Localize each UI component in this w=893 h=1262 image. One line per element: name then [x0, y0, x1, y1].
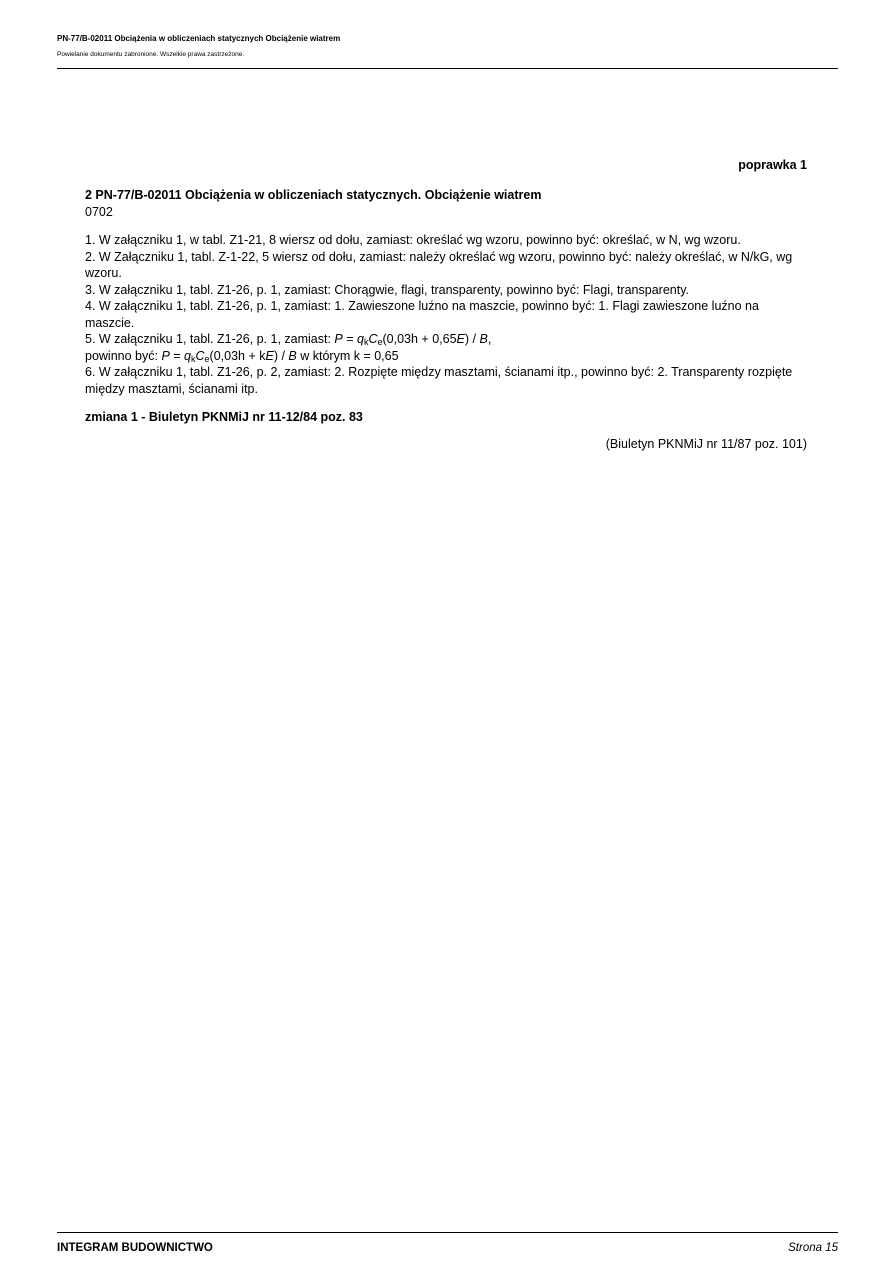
- standard-code: 0702: [85, 204, 113, 219]
- item-2: 2. W Załączniku 1, tabl. Z-1-22, 5 wiersz od dołu, zamiast: należy określać wg wzoru, powinno być: należy określać, w N/kG, wg wzoru.: [85, 249, 793, 280]
- header-title: PN-77/B-02011 Obciążenia w obliczeniach statycznych Obciążenie wiatrem: [57, 34, 341, 43]
- item-1: 1. W załączniku 1, w tabl. Z1-21, 8 wiersz od dołu, zamiast: określać wg wzoru, powinno być: określać, w N, wg wzoru.: [85, 233, 741, 247]
- header-notice: Powielanie dokumentu zabronione. Wszelkie prawa zastrzeżone.: [57, 51, 245, 58]
- correction-label: poprawka 1: [738, 158, 807, 172]
- footer-page-number: Strona 15: [788, 1242, 838, 1254]
- formula-corrected: $P = q_kC_e(0,03h + kE) / B$: [161, 348, 297, 364]
- formula-original: $P = q_kC_e(0,03h + 0,65E) / B$,: [334, 332, 492, 347]
- document-body: [85, 187, 807, 452]
- source-reference: (Biuletyn PKNMiJ nr 11/87 poz. 101): [605, 436, 807, 451]
- footer-publisher: INTEGRAM BUDOWNICTWO: [57, 1242, 213, 1254]
- item-4: 4. W załączniku 1, tabl. Z1-26, p. 1, zamiast: 1. Zawieszone luźno na maszcie, powinno być: 1. Flagi zawieszone luźno na maszcie.: [85, 299, 759, 330]
- item-5: [85, 331, 807, 364]
- change-reference: zmiana 1 - Biuletyn PKNMiJ nr 11-12/84 poz. 83: [85, 410, 363, 424]
- standard-title: 2 PN-77/B-02011 Obciążenia w obliczeniach statycznych. Obciążenie wiatrem: [85, 188, 542, 202]
- page-footer: [57, 1232, 838, 1254]
- item-5-prefix: 5. W załączniku 1, tabl. Z1-26, p. 1, zamiast:: [85, 332, 335, 346]
- item-6: 6. W załączniku 1, tabl. Z1-26, p. 2, zamiast: 2. Rozpięte między masztami, ścianami itp., powinno być: 2. Transparenty rozpięte między masztami, ścianami itp.: [85, 365, 793, 396]
- item-5-line2-prefix: powinno być:: [85, 348, 162, 363]
- item-3: 3. W załączniku 1, tabl. Z1-26, p. 1, zamiast: Chorągwie, flagi, transparenty, powinno być: Flagi, transparenty.: [85, 282, 689, 297]
- page-header: [57, 34, 838, 69]
- item-5-suffix: w którym k = 0,65: [296, 348, 399, 363]
